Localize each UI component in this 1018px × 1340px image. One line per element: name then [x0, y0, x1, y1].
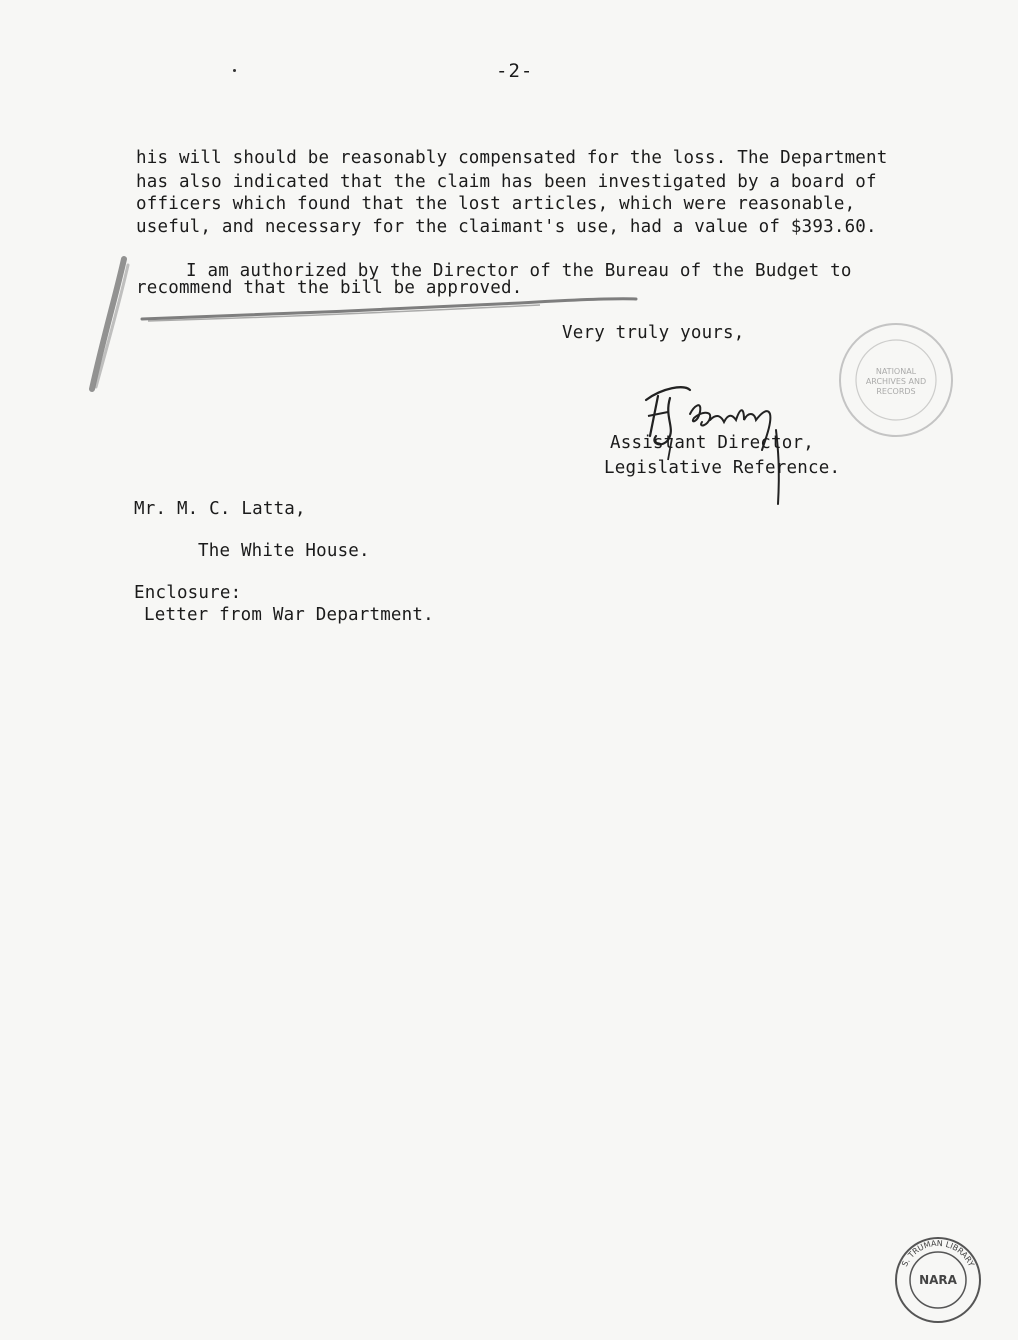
paragraph-1-line-4: useful, and necessary for the claimant's use, had a value of $393.60. [136, 217, 877, 237]
paragraph-2-line-1: I am authorized by the Director of the Bureau of the Budget to [186, 261, 852, 281]
nara-stamp-bottom [892, 1234, 984, 1326]
pencil-underline [140, 295, 640, 325]
svg-text:NATIONAL: NATIONAL [875, 367, 917, 376]
paragraph-1-line-1: his will should be reasonably compensated for the loss. The Department [136, 148, 888, 168]
addressee-name: Mr. M. C. Latta, [134, 499, 306, 519]
enclosure-item: Letter from War Department. [144, 605, 434, 625]
archive-stamp-top [836, 320, 956, 440]
paragraph-2-line-2: recommend that the bill be approved. [136, 278, 523, 298]
enclosure-label: Enclosure: [134, 583, 242, 603]
signer-title-2: Legislative Reference. [604, 458, 841, 478]
paragraph-1-line-3: officers which found that the lost articles, which were reasonable, [136, 194, 856, 214]
signer-title-1: Assistant Director, [610, 433, 814, 453]
svg-text:NARA: NARA [919, 1273, 957, 1287]
svg-text:S. TRUMAN LIBRARY: S. TRUMAN LIBRARY [900, 1238, 976, 1269]
stray-mark [233, 69, 236, 72]
svg-text:RECORDS: RECORDS [876, 387, 916, 396]
closing: Very truly yours, [562, 323, 745, 343]
page-number: -2- [496, 60, 534, 82]
paragraph-1-line-2: has also indicated that the claim has been investigated by a board of [136, 172, 877, 192]
pencil-margin-mark [80, 255, 140, 395]
addressee-place: The White House. [198, 541, 370, 561]
svg-text:ARCHIVES AND: ARCHIVES AND [865, 377, 927, 386]
